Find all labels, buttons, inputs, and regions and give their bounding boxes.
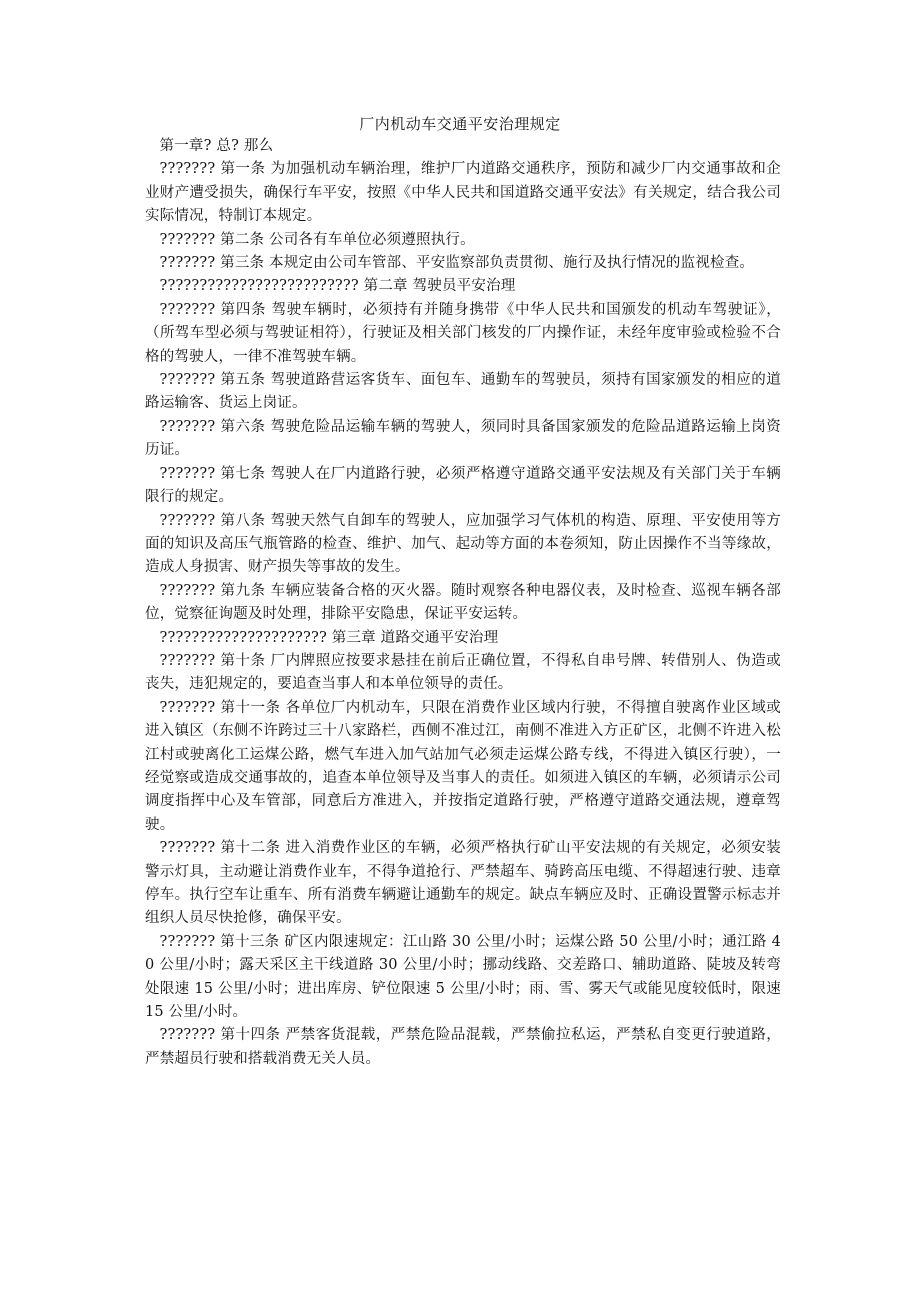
article-paragraph: ??????? 第十四条 严禁客货混载，严禁危险品混载，严禁偷拉私运，严禁私自变更行驶道路，严禁超员行驶和搭载消费无关人员。 [145,1027,781,1067]
article-paragraph: ??????? 第三条 本规定由公司车管部、平安监察部负责贯彻、施行及执行情况的监视检查。 [159,255,755,272]
article-paragraph: ??????? 第六条 驾驶危险品运输车辆的驾驶人，须同时具备国家颁发的危险品道路运输上岗资历证。 [145,418,781,459]
chapter-heading: 第一章? 总? 那么 [159,138,274,154]
article-paragraph: ??????? 第十一条 各单位厂内机动车，只限在消费作业区域内行驶，不得擅自驶离作业区域或进入镇区（东侧不许跨过三十八家路栏，西侧不准过江，南侧不准进入方正矿区，北侧不许进入松江村或驶离化工运煤公路，燃气车进入加气站加气必须走运煤公路专线，不得进入镇区行驶），一经觉察或造成交通事故的，追查本单位领导及当事人的责任。如须进入镇区的车辆，必须请示公司调度指挥中心及车管部，同意后方准进入，并按指定道路行驶，严格遵守道路交通法规，遵章驾驶。 [145,699,781,833]
article-paragraph: ??????? 第九条 车辆应装备合格的灭火器。随时观察各种电器仪表，及时检查、巡视车辆各部位，觉察征询题及时处理，排除平安隐患，保证平安运转。 [145,582,781,623]
article-paragraph: ??????? 第十条 厂内牌照应按要求悬挂在前后正确位置，不得私自串号牌、转借别人、伪造或丧失，违犯规定的，要追查当事人和本单位领导的责任。 [145,652,781,693]
article-paragraph: ??????? 第八条 驾驶天然气自卸车的驾驶人，应加强学习气体机的构造、原理、平安使用等方面的知识及高压气瓶管路的检查、维护、加气、起动等方面的本卷须知，防止因操作不当等缘故，造成人身损害、财产损失等事故的发生。 [145,512,781,576]
chapter-heading: ????????????????????????? 第二章 驾驶员平安治理 [159,278,516,295]
document-title: 厂内机动车交通平安治理规定 [359,115,561,133]
chapter-heading: ????????????????????? 第三章 道路交通平安治理 [159,629,499,646]
article-paragraph: ??????? 第四条 驾驶车辆时，必须持有并随身携带《中华人民共和国颁发的机动车驾驶证》，（所驾车型必须与驾驶证相符），行驶证及相关部门核发的厂内操作证，未经年度审验或检验不合格的驾驶人，一律不准驾驶车辆。 [145,301,781,365]
article-paragraph: ??????? 第十三条 矿区内限速规定：江山路 30 公里/小时；运煤公路 50 公里/小时；通江路 40 公里/小时；露天采区主干线道路 30 公里/小时；挪动线路、交差路口、辅助道路、陡坡及转弯处限速 15 公里/小时；进出库房、铲位限速 5 公里/小时；雨、雪、雾天气或能见度较低时，限速 15 公里/小时。 [145,933,781,1021]
article-paragraph: ??????? 第二条 公司各有车单位必须遵照执行。 [159,231,475,248]
article-paragraph: ??????? 第七条 驾驶人在厂内道路行驶，必须严格遵守道路交通平安法规及有关部门关于车辆限行的规定。 [145,465,781,506]
article-paragraph: ??????? 第一条 为加强机动车辆治理，维护厂内道路交通秩序，预防和减少厂内交通事故和企业财产遭受损失，确保行车平安，按照《中华人民共和国道路交通平安法》有关规定，结合我公司实际情况，特制订本规定。 [145,161,781,225]
document-body [145,135,781,1071]
article-paragraph: ??????? 第五条 驾驶道路营运客货车、面包车、通勤车的驾驶员，须持有国家颁发的相应的道路运输客、货运上岗证。 [145,372,781,412]
article-paragraph: ??????? 第十二条 进入消费作业区的车辆，必须严格执行矿山平安法规的有关规定，必须安装警示灯具，主动避让消费作业车，不得争道抢行、严禁超车、骑跨高压电缆、不得超速行驶、违章停车。执行空车让重车、所有消费车辆避让通勤车的规定。缺点车辆应及时、正确设置警示标志并组织人员尽快抢修，确保平安。 [145,840,781,927]
